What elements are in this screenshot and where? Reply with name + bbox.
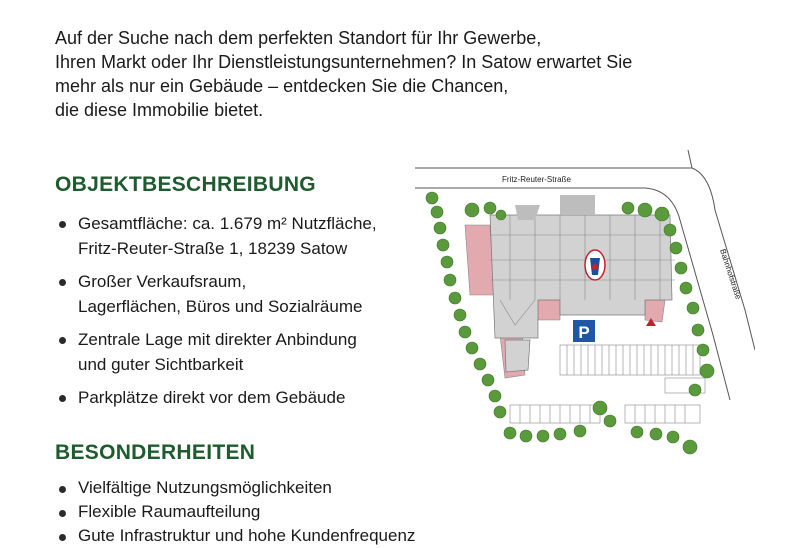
objektbeschreibung-heading: OBJEKTBESCHREIBUNG bbox=[55, 173, 316, 196]
intro-line: mehr als nur ein Gebäude – entdecken Sie die Chancen, bbox=[55, 76, 509, 96]
list-item-line: Gesamtfläche: ca. 1.679 m² Nutzfläche, bbox=[78, 214, 377, 233]
list-item bbox=[55, 269, 377, 319]
besonderheiten-list bbox=[55, 476, 415, 548]
list-item-line: Zentrale Lage mit direkter Anbindung bbox=[78, 330, 357, 349]
intro-line: die diese Immobilie bietet. bbox=[55, 100, 264, 120]
list-item: Gute Infrastruktur und hohe Kundenfrequenz bbox=[55, 524, 415, 548]
street-label-right: Bahnhofstraße bbox=[718, 247, 743, 301]
list-item-line: Fritz-Reuter-Straße 1, 18239 Satow bbox=[78, 239, 348, 258]
roof-logo bbox=[585, 250, 605, 280]
intro-line: Auf der Suche nach dem perfekten Standort für Ihr Gewerbe, bbox=[55, 28, 542, 48]
intro-text bbox=[55, 26, 695, 122]
parking-icon: P bbox=[578, 323, 590, 342]
list-item bbox=[55, 385, 377, 410]
intro-line: Ihren Markt oder Ihr Dienstleistungsunternehmen? In Satow erwartet Sie bbox=[55, 52, 633, 72]
list-item bbox=[55, 211, 377, 261]
besonderheiten-heading: BESONDERHEITEN bbox=[55, 441, 256, 464]
objekt-list bbox=[55, 211, 377, 418]
list-item: Vielfältige Nutzungsmöglichkeiten bbox=[55, 476, 415, 500]
list-item-line: Großer Verkaufsraum, bbox=[78, 272, 247, 291]
list-item-line: und guter Sichtbarkeit bbox=[78, 355, 244, 374]
list-item: Flexible Raumaufteilung bbox=[55, 500, 415, 524]
site-plan bbox=[410, 150, 755, 460]
parking-rows bbox=[510, 345, 705, 423]
parking-sign bbox=[573, 320, 595, 342]
list-item-line: Parkplätze direkt vor dem Gebäude bbox=[78, 388, 346, 407]
street-label-top: Fritz-Reuter-Straße bbox=[502, 175, 571, 184]
list-item bbox=[55, 327, 377, 377]
list-item-line: Lagerflächen, Büros und Sozialräume bbox=[78, 297, 363, 316]
